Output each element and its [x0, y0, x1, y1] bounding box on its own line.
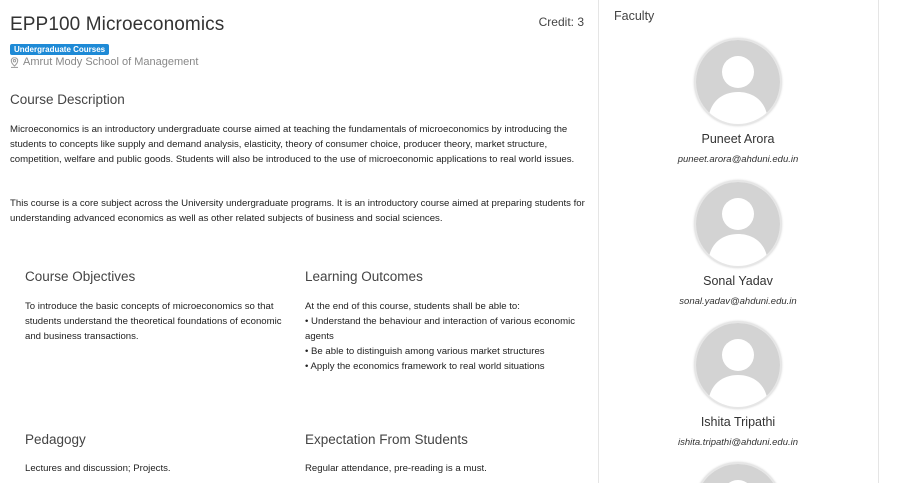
pedagogy-text: Lectures and discussion; Projects.: [25, 463, 171, 474]
faculty-email[interactable]: sonal.yadav@ahduni.edu.in: [679, 296, 797, 307]
panel-right-border: [878, 0, 879, 483]
course-title: EPP100 Microeconomics: [10, 14, 225, 35]
faculty-avatar[interactable]: [694, 462, 782, 483]
course-credit: Credit: 3: [538, 15, 584, 29]
course-description-heading: Course Description: [10, 92, 125, 107]
learning-outcomes-intro: At the end of this course, students shall be able to:: [305, 301, 520, 312]
course-category-badge[interactable]: Undergraduate Courses: [10, 44, 109, 55]
user-silhouette-icon: [696, 464, 780, 483]
faculty-card[interactable]: [640, 321, 836, 448]
faculty-card[interactable]: [640, 38, 836, 165]
faculty-card-partial[interactable]: [640, 462, 836, 483]
panel-divider: [598, 0, 599, 483]
faculty-name[interactable]: Puneet Arora: [701, 132, 775, 146]
location-pin-icon: [10, 57, 19, 68]
school-name: Amrut Mody School of Management: [23, 56, 199, 68]
faculty-name[interactable]: Sonal Yadav: [703, 274, 773, 288]
school-location: [10, 56, 198, 68]
faculty-heading: Faculty: [614, 9, 655, 23]
faculty-email[interactable]: ishita.tripathi@ahduni.edu.in: [677, 437, 799, 448]
expectation-text: Regular attendance, pre-reading is a must.: [305, 463, 487, 474]
learning-outcome-item: • Apply the economics framework to real world situations: [305, 361, 545, 372]
course-description-paragraph-2: This course is a core subject across the University undergraduate programs. It is an introductory course aimed at preparing students for understanding advanced economics as well as other related subjects of business and social sciences.: [10, 198, 585, 224]
user-silhouette-icon: [696, 40, 780, 124]
user-silhouette-icon: [696, 323, 780, 407]
learning-outcome-item: • Understand the behaviour and interaction of various economic agents: [305, 316, 576, 342]
learning-outcomes-list: [305, 299, 580, 374]
faculty-email[interactable]: puneet.arora@ahduni.edu.in: [677, 154, 799, 165]
user-silhouette-icon: [696, 182, 780, 266]
pedagogy-heading: Pedagogy: [25, 432, 86, 447]
course-description-paragraph-1: Microeconomics is an introductory undergraduate course aimed at teaching the fundamentals of microeconomics by introducing the students to concepts like supply and demand analysis, elasticity, theory of consumer choice, producer theory, market structure, competition, welfare and public goods. Students will also be introduced to the use of microeconomic applications to real world issues.: [10, 124, 575, 165]
expectation-heading: Expectation From Students: [305, 432, 468, 447]
course-objectives-text: To introduce the basic concepts of microeconomics so that students understand the theoretical foundations of economic and business transactions.: [25, 301, 282, 342]
course-objectives-heading: Course Objectives: [25, 269, 136, 284]
faculty-avatar[interactable]: [694, 180, 782, 268]
faculty-avatar[interactable]: [694, 38, 782, 126]
learning-outcomes-heading: Learning Outcomes: [305, 269, 423, 284]
faculty-avatar[interactable]: [694, 321, 782, 409]
faculty-name[interactable]: Ishita Tripathi: [700, 415, 776, 429]
faculty-card[interactable]: [640, 180, 836, 307]
learning-outcome-item: • Be able to distinguish among various market structures: [305, 346, 545, 357]
